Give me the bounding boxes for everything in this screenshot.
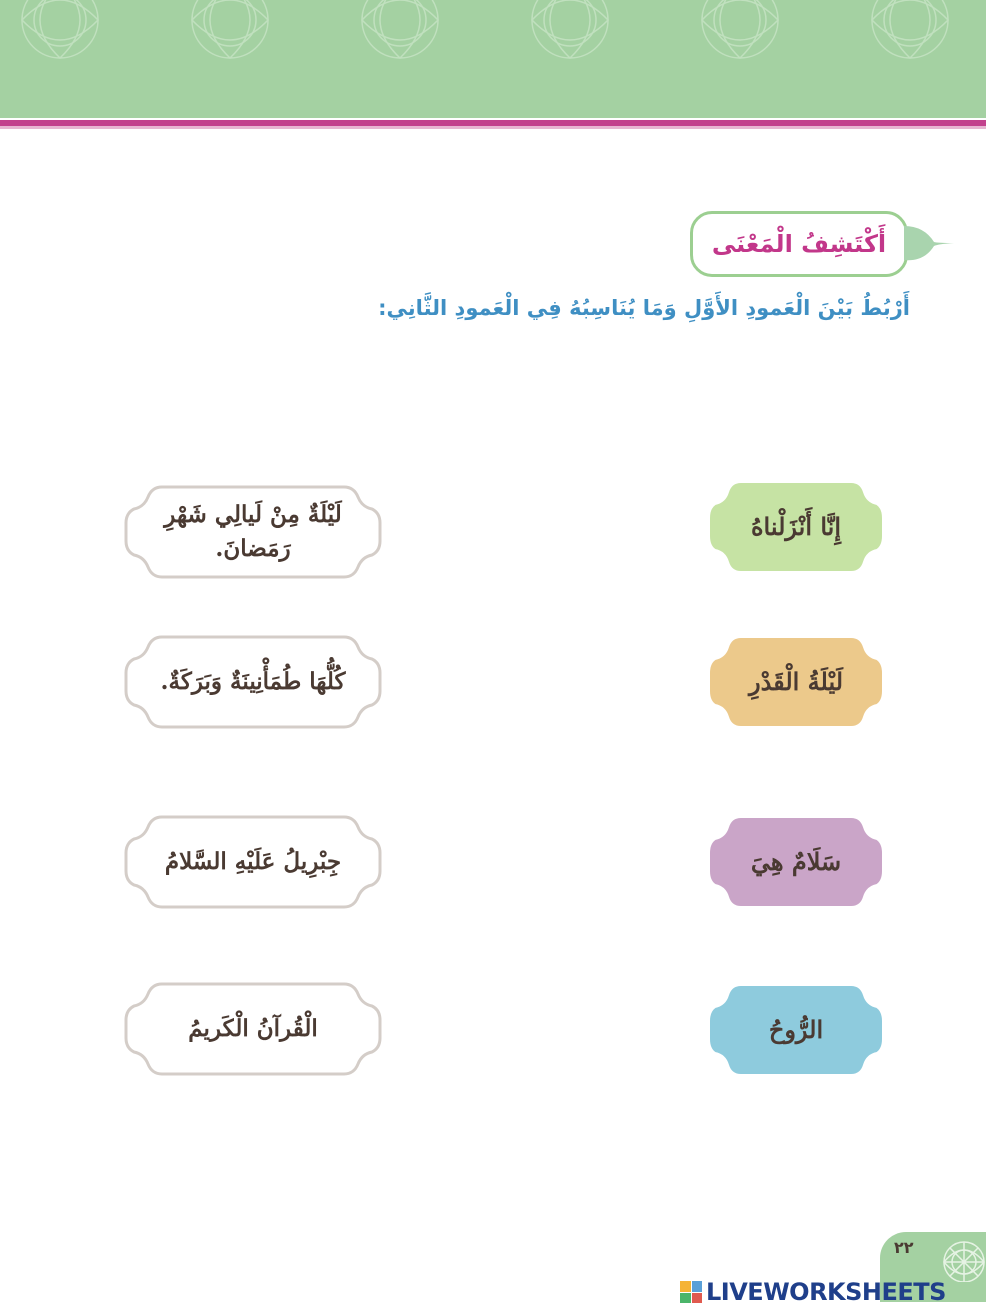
- watermark-text: LIVEWORKSHEETS: [706, 1278, 946, 1306]
- answer-card-text: الْقُرآنُ الْكَريمُ: [188, 1014, 318, 1042]
- prompt-card-1[interactable]: [707, 480, 885, 574]
- prompt-card-4[interactable]: [707, 983, 885, 1077]
- banner-pattern: [0, 0, 986, 118]
- prompt-card-text: لَيْلَةُ الْقَدْرِ: [748, 667, 844, 696]
- liveworksheets-logo-icon: [680, 1281, 702, 1303]
- answer-card-text: كُلُّهَا طُمَأْنِينَةٌ وَبَرَكَةٌ.: [160, 667, 346, 695]
- liveworksheets-watermark: [680, 1276, 980, 1308]
- answer-card-text: لَيْلَةٌ مِنْ لَيالِي شَهْرِ رَمَضانَ.: [164, 500, 342, 562]
- prompt-card-2[interactable]: [707, 635, 885, 729]
- answer-card-3[interactable]: [122, 813, 384, 911]
- prompt-card-3[interactable]: [707, 815, 885, 909]
- instruction-text: أَرْبُطُ بَيْنَ الْعَمودِ الأَوَّلِ وَمَا يُنَاسِبُهُ فِي الْعَمودِ الثَّانِي:: [378, 296, 910, 320]
- answer-card-1[interactable]: [122, 483, 384, 581]
- title-tag-cap-icon: [904, 222, 956, 264]
- section-title: أَكْتَشِفُ الْمَعْنَى: [711, 230, 887, 258]
- section-title-tag: [690, 211, 908, 277]
- prompt-card-text: إِنَّا أَنْزَلْناهُ: [750, 512, 842, 541]
- page-number: ٢٢: [894, 1238, 914, 1257]
- answer-card-text: جِبْرِيلُ عَلَيْهِ السَّلامُ: [164, 847, 342, 875]
- header-stripe-light: [0, 126, 986, 129]
- answer-card-4[interactable]: [122, 980, 384, 1078]
- prompt-card-text: الرُّوحُ: [768, 1015, 824, 1044]
- prompt-card-text: سَلَامٌ هِيَ: [750, 847, 842, 876]
- header-banner: [0, 0, 986, 118]
- answer-card-2[interactable]: [122, 633, 384, 731]
- ornament-icon: [934, 1232, 986, 1282]
